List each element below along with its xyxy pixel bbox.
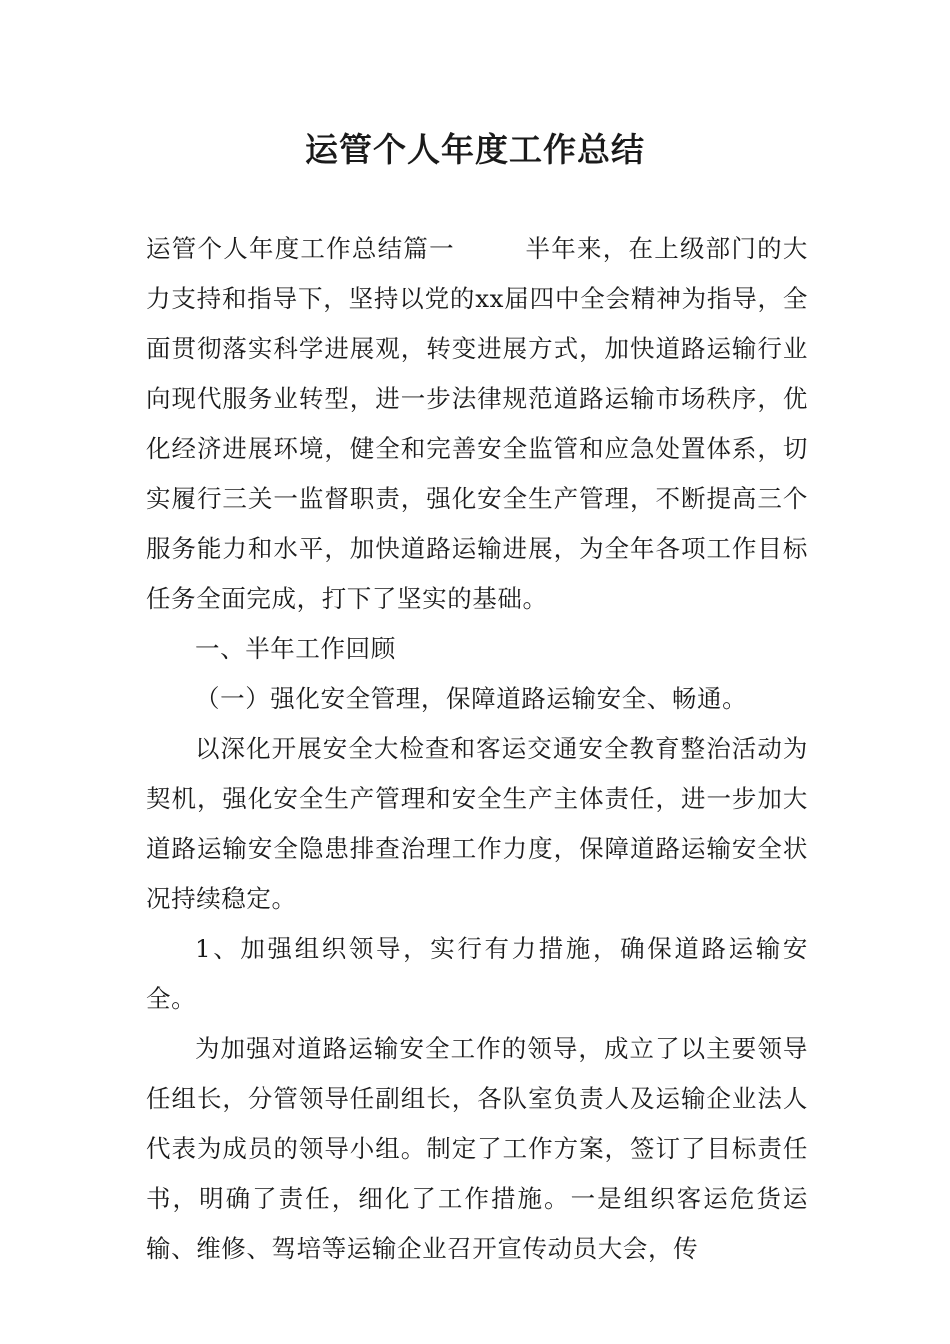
document-body xyxy=(146,224,808,1274)
section-heading: 运管个人年度工作总结篇一 xyxy=(146,234,455,263)
body-paragraph: 以深化开展安全大检查和客运交通安全教育整治活动为契机，强化安全生产管理和安全生产主体责任，进一步加大道路运输安全隐患排查治理工作力度，保障道路运输安全状况持续稳定。 xyxy=(146,734,808,913)
item-title-leadership: 1、加强组织领导，实行有力措施，确保道路运输安全。 xyxy=(146,934,808,1013)
body-paragraph: 为加强对道路运输安全工作的领导，成立了以主要领导任组长，分管领导任副组长，各队室负责人及运输企业法人代表为成员的领导小组。制定了工作方案，签订了目标责任书，明确了责任，细化了工作措施。一是组织客运危货运输、维修、驾培等运输企业召开宣传动员大会，传 xyxy=(146,1034,808,1263)
subsection-title-safety: （一）强化安全管理，保障道路运输安全、畅通。 xyxy=(195,684,748,713)
section-title-review: 一、半年工作回顾 xyxy=(195,634,396,663)
document-title: 运管个人年度工作总结 xyxy=(305,130,645,169)
intro-paragraph xyxy=(146,224,808,624)
intro-text: 半年来，在上级部门的大力支持和指导下，坚持以党的xx届四中全会精神为指导，全面贯彻落实科学进展观，转变进展方式，加快道路运输行业向现代服务业转型，进一步法律规范道路运输市场秩序，优化经济进展环境，健全和完善安全监管和应急处置体系，切实履行三关一监督职责，强化安全生产管理，不断提高三个服务能力和水平，加快道路运输进展，为全年各项工作目标任务全面完成，打下了坚实的基础。 xyxy=(146,234,808,613)
